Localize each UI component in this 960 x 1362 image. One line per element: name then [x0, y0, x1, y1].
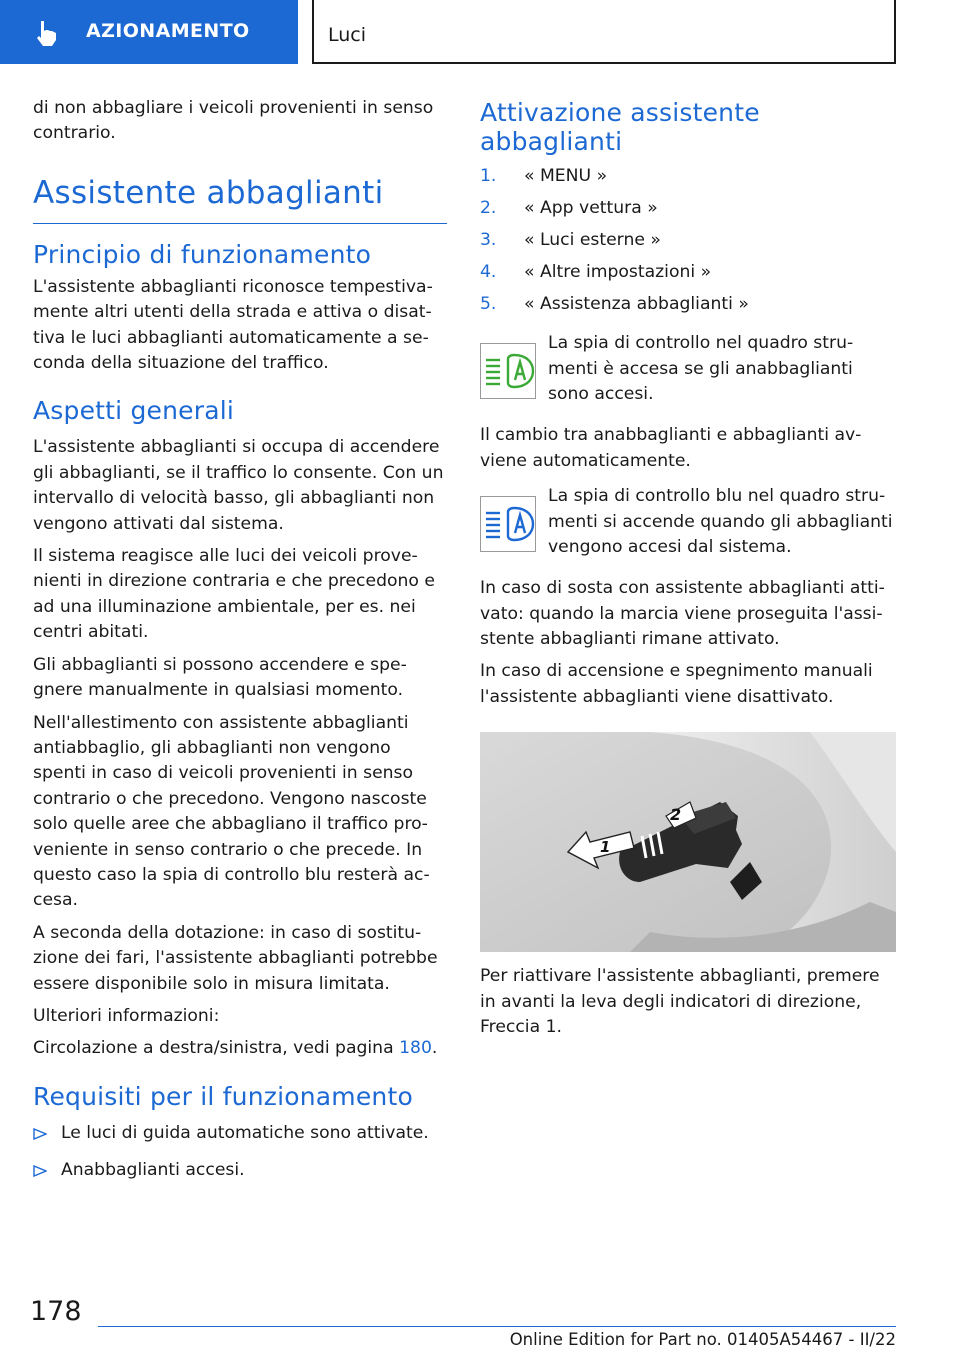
- section-label: AZIONAMENTO: [86, 20, 250, 42]
- indicator-text: La spia di controllo nel quadro strumenti è accesa se gli anabbaglianti sono accesi.: [548, 333, 854, 405]
- list-item: Le luci di guida automatiche sono attivate.: [33, 1121, 447, 1146]
- subheading-activation: Attivazione assistente abbaglianti: [480, 98, 760, 156]
- indicator-text: La spia di controllo blu nel quadro strumenti si accende quando gli abbaglianti vengono accesi dal sistema.: [548, 486, 893, 558]
- subheading-requirements: Requisiti per il funzionamento: [33, 1081, 413, 1111]
- high-beam-assist-blue-icon: [480, 496, 536, 552]
- requirements-list: [33, 1121, 447, 1184]
- paragraph-reference: Circolazione a destra/sinistra, vedi pagina 180.: [33, 1038, 438, 1059]
- triangle-bullet-icon: [33, 1165, 47, 1177]
- intro-paragraph: di non abbagliare i veicoli provenienti in senso contrario.: [33, 98, 434, 144]
- steps-list: [480, 164, 896, 317]
- edition-text: Online Edition for Part no. 01405A54467 - II/22: [509, 1330, 896, 1349]
- turn-signal-lever-photo: [480, 732, 896, 952]
- step-item: 4. « Altre impostazioni »: [480, 262, 712, 282]
- indicator-note-green: [480, 331, 896, 411]
- arrow-1-label: 1: [600, 838, 611, 857]
- step-item: 1. « MENU »: [480, 166, 608, 186]
- list-item: Anabbaglianti accesi.: [33, 1158, 447, 1183]
- arrow-2-label: 2: [670, 805, 682, 825]
- triangle-bullet-icon: [33, 1128, 47, 1140]
- paragraph: In caso di accensione e spegnimento manuali l'assistente abbaglianti viene disattivato.: [480, 661, 873, 707]
- subheading-general: Aspetti generali: [33, 396, 235, 426]
- step-item: 5. « Assistenza abbaglianti »: [480, 294, 749, 314]
- paragraph: L'assistente abbaglianti si occupa di accendere gli abbaglianti, se il traffico lo consente. Con un intervallo di velocità basso, gli abbaglianti non vengono attivati dal sistema.: [33, 437, 444, 534]
- paragraph: Nell'allestimento con assistente abbaglianti antiabbaglio, gli abbaglianti non vengono spenti in caso di veicoli provenienti in senso contrario o che precedono. Vengono nascoste solo quelle aree che abbagliano il traffico proveniente in senso contrario o che precede. In questo caso la spia di controllo blu resterà accesa.: [33, 712, 430, 911]
- chapter-title-box: [312, 0, 896, 64]
- left-column: [33, 96, 447, 1196]
- high-beam-assist-green-icon: [480, 343, 536, 399]
- hand-pointer-icon: [32, 18, 62, 48]
- paragraph: In caso di sosta con assistente abbaglianti attivato: quando la marcia viene proseguita l'assistente abbaglianti rimane attivato.: [480, 578, 885, 650]
- section-tab: [0, 0, 298, 64]
- paragraph: Ulteriori informazioni:: [33, 1005, 220, 1026]
- chapter-title: Luci: [328, 24, 367, 46]
- page-number: 178: [30, 1296, 82, 1327]
- paragraph: Il cambio tra anabbaglianti e abbaglianti avviene automaticamente.: [480, 425, 862, 471]
- step-item: 3. « Luci esterne »: [480, 230, 661, 250]
- indicator-note-blue: [480, 484, 896, 564]
- paragraph-principle: L'assistente abbaglianti riconosce tempestivamente altri utenti della strada e attiva o disattiva le luci abbaglianti automaticamente a seconda della situazione del traffico.: [33, 276, 433, 374]
- step-item: 2. « App vettura »: [480, 198, 658, 218]
- right-column: [480, 96, 896, 1047]
- paragraph: Il sistema reagisce alle luci dei veicoli provenienti in direzione contraria e che precedono e ad una illuminazione ambientale, per es. nei centri abitati.: [33, 546, 435, 643]
- paragraph: Gli abbaglianti si possono accendere e spegnere manualmente in qualsiasi momento.: [33, 654, 407, 701]
- page-link[interactable]: 180: [399, 1038, 432, 1059]
- paragraph: A seconda della dotazione: in caso di sostituzione dei fari, l'assistente abbaglianti potrebbe essere disponibile solo in misura limitata.: [33, 922, 438, 994]
- section-heading: Assistente abbaglianti: [33, 175, 447, 224]
- footer-divider: [98, 1326, 896, 1327]
- subheading-principle: Principio di funzionamento: [33, 239, 372, 269]
- paragraph: Per riattivare l'assistente abbaglianti, premere in avanti la leva degli indicatori di direzione, Freccia 1.: [480, 966, 880, 1038]
